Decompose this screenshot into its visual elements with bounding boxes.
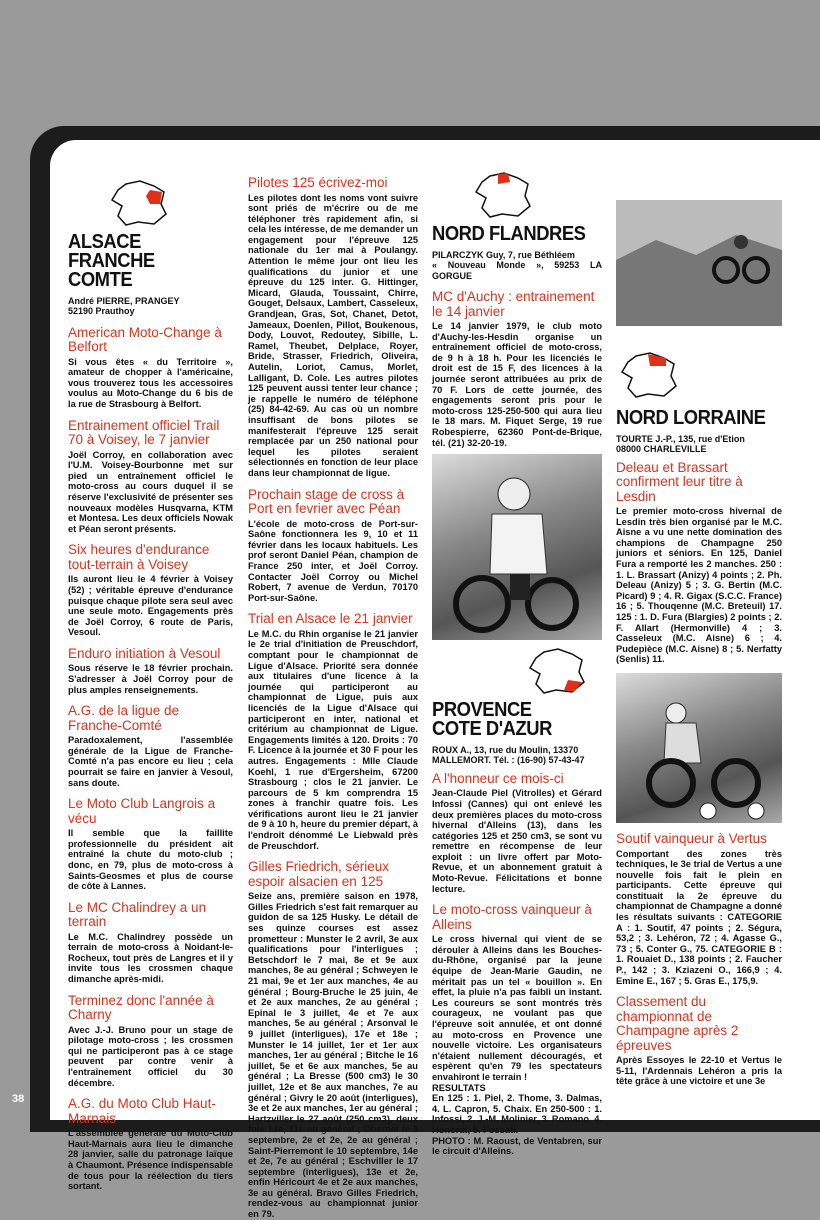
article-body: Comportant des zones très techniques, le 3e trial de Vertus a une nouvelle fois fait le plein en participants. Cette épreuve qui constituait la 2e épreuve du championnat de Champagne a donné les résultats suivants : CATEGORIE A : 1. Soutif, 47 points ; 2. Ségura, 53,2 ; 3. Lehéron, 72 ; 4. Agasse G., 73 ; 5. Conter G., 75. CATEGORIE B : 1. Rouaiet D., 138 points ; 2. Faucher P., 142 ; 3. Kziazeni O., 166,9 ; 4. Emine E., 167 ; 5. Gras E., 175,9. [616, 848, 782, 986]
region-title: ALSACE FRANCHE COMTE [68, 230, 155, 291]
article-title: Le moto-cross vainqueur à Alleins [432, 902, 592, 932]
article-title: MC d'Auchy : entrainement le 14 janvier [432, 289, 595, 319]
article-body: L'assemblée générale du Moto-Club Haut-Marnais aura lieu le dimanche 28 janvier, salle du patronage laïque à Chaumont. Présence indispensable de tous pour la réélection du tiers sortant. [68, 1128, 233, 1192]
correspondent-address: TOURTE J.-P., 135, rue d'Etion 08000 CHARLEVILLE [616, 433, 745, 455]
article-body: Paradoxalement, l'assemblée générale de la Ligue de Franche-Comté n'a pas encore eu lieu ; cela pourrait se faire en janvier à Vesoul, sans doute. [68, 735, 233, 788]
correspondent-address: André PIERRE, PRANGEY 52190 Prauthoy [68, 295, 180, 317]
column-pilotes [248, 168, 418, 1220]
article-body: Jean-Claude Piel (Vitrolles) et Gérard Infossi (Cannes) qui ont enlevé les deux premières places du moto-cross hivernal d'Alleins (13), dans les catégories 125 et 250 cm3, se sont vu remettre en récompense de leur exploit : un livre offert par Moto-Revue, et un abonnement gratuit à Moto-Revue. Félicitations et bonne lecture. [432, 788, 602, 894]
article-title: Le MC Chalindrey a un terrain [68, 899, 207, 930]
article-title: American Moto-Change à Belfort [68, 324, 222, 355]
france-map-icon [106, 178, 176, 228]
correspondent-address: PILARCZYK Guy, 7, rue Béthléem « Nouveau Monde », 59253 LA GORGUE [432, 249, 602, 281]
article-body: Le M.C. Chalindrey possède un terrain de moto-cross à Noidant-le-Rocheux, tout près de Langres et il y invite tous les crossmen chaque dimanche après-midi. [68, 931, 233, 985]
region-title: NORD LORRAINE [616, 406, 766, 429]
article-title: A l'honneur ce mois-ci [432, 770, 564, 786]
photo-credit: PHOTO : M. Raoust, de Ventabren, sur le circuit d'Alleins. [432, 1135, 602, 1157]
article-title: Terminez donc l'année à Charny [68, 992, 214, 1023]
region-title: NORD FLANDRES [432, 222, 586, 245]
article-body: Joël Corroy, en collaboration avec l'U.M. Voisey-Bourbonne met sur pied un entraînement officiel le moto-cross au cours duquel il se réserve l'exclusivité de présenter ses nouveaux modèles Husqvarna, KTM et Montesa. Les deux officiels Nowak et Péan seront présents. [68, 449, 233, 534]
article-body: Si vous êtes « du Territoire », amateur de chopper à l'américaine, vous trouverez tous les accessoires voulus au Moto-Change du 6 bis de la rue de Strasbourg à Belfort. [68, 356, 233, 409]
france-map-icon [616, 350, 686, 400]
article-body: Le M.C. du Rhin organise le 21 janvier le 2e trial d'initiation de Preuschdorf, comptant pour le championnat de Ligue d'Alsace. Priorité sera donnée aux titulaires d'une licence à la journée qui participeront au championnat de Ligue, puis aux licenciés de la Ligue d'Alsace qui participeront en inter, national et critérium au championnat de Ligue. Engagements limités à 120. Droits : 70 F. Licence à la journée et 30 F pour les autres. Engagements : Mlle Claude Koehl, 1 rue d'Ergersheim, 67200 Strasbourg ; clos le 21 janvier. Le parcours de 5 km comprendra 15 zones à franchir quatre fois. Les vérifications auront lieu le 21 janvier de 9 à 10 h, heure du premier départ, à l'endroit dénommé Le Liebwald près de Preuschdorf. [248, 628, 418, 851]
trial-rider-photo [616, 673, 782, 823]
correspondent-address: ROUX A., 13, rue du Moulin, 13370 MALLEMORT. Tél. : (16-90) 57-43-47 [432, 744, 585, 766]
france-map-icon [470, 170, 540, 220]
article-title: Enduro initiation à Vesoul [68, 645, 221, 661]
article-title: Gilles Friedrich, sérieux espoir alsacien en 125 [248, 859, 390, 889]
article-body: Le 14 janvier 1979, le club moto d'Auchy-les-Hesdin organise un entraînement officiel de moto-cross, de 9 h à 18 h. Pour les licenciés le droit est de 15 F, des licences à la journée seront attribuées au prix de 70 F. Lors de cette journée, des engagements seront pris pour le moto-cross 125-250-500 qui aura lieu le 18 mars. M. Fiquet Serge, 19 rue Robespierre, 62360 Pont-de-Brique, tél. (21) 32-20-19. [432, 321, 602, 448]
article-body: L'école de moto-cross de Port-sur-Saône fonctionnera les 9, 10 et 11 février dans les locaux habituels. Les prof seront Daniel Péan, champion de France 250 inter, et Joël Corroy. Contacter Joël Corroy ou Michel Robert, 7 avenue de Verdun, 70170 Port-sur-Saône. [248, 518, 418, 603]
article-title: Entrainement officiel Trail 70 à Voisey, le 7 janvier [68, 417, 220, 448]
column-lorraine [616, 200, 782, 1087]
article-body: Le cross hivernal qui vient de se dérouler à Alleins dans les Bouches-du-Rhône, organisé par la jeune équipe de Jean-Marie Gaudin, ne méritait pas un tel « bouillon ». En effet, la pluie n'a pas faibli un instant. Les coureurs se sont montrés très courageux, ne voulant pas que l'épreuve soit annulée, et ont donné au moto-cross en Provence une nouvelle victoire. Les organisateurs n'étaient nullement découragés, et espèrent qu'en 79 les spectateurs envahiront le terrain ! [432, 934, 602, 1082]
article-body: Il semble que la faillite professionnelle du président ait entraîné la chute du moto-club ; donc, en 79, plus de moto-cross à Saints-Geosmes et plus de course de côte à Lannes. [68, 828, 233, 892]
motocross-landscape-photo [616, 200, 782, 326]
article-title: Le Moto Club Langrois a vécu [68, 796, 216, 826]
article-body: Seize ans, première saison en 1978, Gilles Friedrich s'est fait remarquer au guidon de sa 125 Husky. Le détail de ses quinze courses est assez prometteur : Munster le 2 avril, 3e aux qualifications pour l'interligues ; Betschdorf le 7 mai, 8e et 9e aux manches, 8e au général ; Schweyen le 21 mai, 9e et 1er aux manches, 4e au général ; Bourg-Bruche le 25 juin, 4e et 2e aux manches, 2e au général ; Epinal le 3 juillet, 4e et 7e aux manches, 5e au général ; Arsonval le 9 juillet (interligues), 17e et 18e ; Munster le 14 juillet, 1er et 1er aux manches, 1er au général ; Bitche le 16 juillet, 5e et 6e aux manches, 5e au général ; La Bresse (500 cm3) le 30 juillet, 12e et 8e aux manches, 7e au général ; Givry le 20 août (interligues), 3e et 2e aux manches, 1er au général ; Hartzviller le 27 août (250 cm3), deux fois 13e, 11e au général ; Obernai le 3 septembre, 2e et 2e, 2e au général ; Saint-Pierremont le 10 septembre, 14e et 2e, 7e au général ; Eschviller le 17 septembre (interligues), 13e et 2e, enfin Héricourt 4e et 2e aux manches, 3e au général. Bravo Gilles Friedrich, rendez-vous au championnat junior en 79. [248, 891, 418, 1220]
region-title: PROVENCE COTE D'AZUR [432, 698, 552, 740]
article-title: Soutif vainqueur à Vertus [616, 831, 767, 846]
page-number: 38 [12, 1093, 25, 1105]
motocross-rider-photo [432, 454, 602, 640]
results-label: RESULTATS [432, 1082, 486, 1093]
article-title: Pilotes 125 écrivez-moi [248, 175, 388, 190]
article-body: Les pilotes dont les noms vont suivre sont priés de m'écrire ou de me téléphoner très rapidement afin, si cela les intéresse, de me demander un engagement pour l'épreuve 125 nationale du 1er mai à Poulangy. Attention le même jour ont lieu les qualifications du junior et une épreuve du 125 inter. G. Hittinger, Micard, Glauda, Toussaint, Chirre, Gouget, Delsaux, Lambert, Casseleux, Grandjean, Gras, Sot, Chanet, Detot, Jameaux, Doenlen, Pillot, Boukenous, Dody, Louvot, Redoutey, Sibille, L. Ramel, Theubet, Delplace, Royer, Bride, Strasser, Friedrich, Oliveira, Autelin, Loriot, Camus, Morlet, Lalligant, D. Cole. Les autres pilotes 125 peuvent aussi tenter leur chance ; je rappelle le numéro de téléphone (25) 84-42-69. Au cas où un nombre insuffisant de bons pilotes se manifesterait l'épreuve 125 serait remplacée par un 250 national pour lequel les pilotes seraient sélectionnés en fonction de leur place dans leur championnat de ligue. [248, 192, 419, 478]
column-nord-provence [432, 170, 602, 1157]
article-title: Deleau et Brassart confirment leur titre à Lesdin [616, 459, 743, 504]
article-body: Le premier moto-cross hivernal de Lesdin très bien organisé par le M.C. Aisne a vu une nette domination des champions de Champagne 250 juniors et séniors. En 125, Daniel Fura a remporté les 2 manches. 250 : 1. L. Brassart (Anizy) 4 points ; 2. Ph. Deleau (Anizy) 5 ; 3. G. Bertin (M.C. Picard) 9 ; 4. R. Gigax (S.C.C. France) 16 ; 5. Thouqenne (M.C. Breteuil) 17. 125 : 1. D. Fura (Blargies) 2 points ; 2. F. Allart (Hermonville) 4 ; 3. Casseleux (M.C. Aisne) 6 ; 4. Pudepièce (M.C. Aisne) 8 ; 5. Nerfatty (Senlis) 11. [616, 506, 782, 665]
magazine-page [50, 140, 820, 1220]
article-body: Ils auront lieu le 4 février à Voisey (52) ; véritable épreuve d'endurance puisque chaque pilote sera seul avec une seule moto. Engagements près de Joël Corroy, 6 route de Paris, Vesoul. [68, 574, 233, 638]
article-title: Trial en Alsace le 21 janvier [248, 611, 413, 627]
results-text: En 125 : 1. Piel, 2. Thome, 3. Dalmas, 4. L. Capron, 5. Chaix. En 250-500 : 1. Infossi, 2. J.-M. Molinier, 3. Romano, 4. Honorat, 5. Fossati. [432, 1093, 602, 1135]
article-title: A.G. de la ligue de Franche-Comté [68, 703, 180, 733]
article-body: Sous réserve le 18 février prochain. S'adresser à Joël Corroy pour de plus amples renseignements. [68, 663, 233, 695]
article-title: Six heures d'endurance tout-terrain à Voisey [68, 542, 210, 572]
article-body: Après Essoyes le 22-10 et Vertus le 5-11, l'Ardennais Lehéron a pris la tête grâce à une victoire et une 3e [616, 1055, 782, 1087]
column-alsace [68, 178, 233, 1192]
article-title: Classement du championnat de Champagne après 2 épreuves [616, 994, 739, 1053]
article-title: Prochain stage de cross à Port en fevrier avec Péan [248, 486, 405, 517]
article-title: A.G. du Moto Club Haut-Marnais [68, 1096, 216, 1126]
france-map-icon [524, 646, 594, 696]
article-body: Avec J.-J. Bruno pour un stage de pilotage moto-cross ; les crossmen qui ne participeront pas à ce stage peuvent par contre venir à l'entraînement officiel du 30 décembre. [68, 1024, 233, 1088]
